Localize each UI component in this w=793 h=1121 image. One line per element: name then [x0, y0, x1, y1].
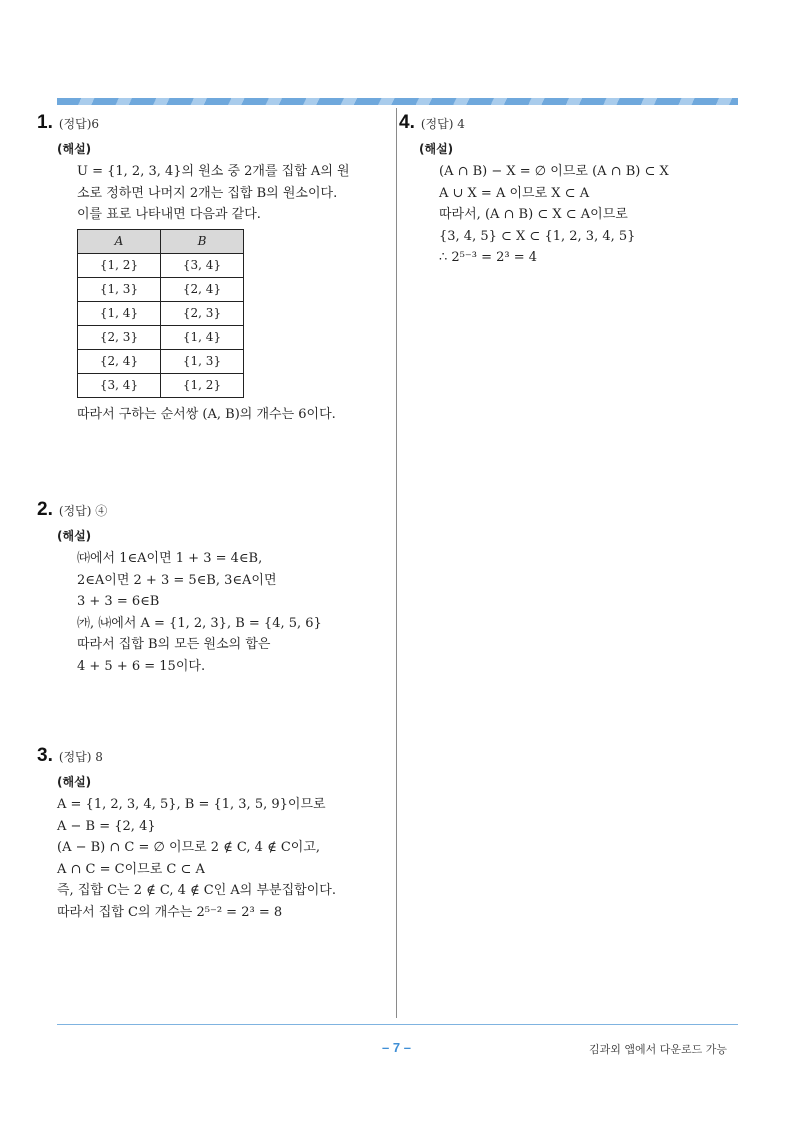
solution-line: ㈐에서 1∈A이면 1 + 3 = 4∈B, — [77, 551, 263, 566]
solution-line: A = {1, 2, 3, 4, 5}, B = {1, 3, 5, 9}이므로 — [57, 797, 326, 812]
table-cell: {2, 3} — [161, 301, 244, 325]
set-pairs-table — [77, 229, 244, 398]
table-row — [78, 373, 244, 397]
problem-3-header — [37, 745, 336, 767]
answer-text: (정답) ④ — [58, 504, 108, 518]
table-cell: {2, 3} — [78, 325, 161, 349]
solution-label: (해설) — [57, 142, 92, 156]
problem-4-header — [399, 112, 669, 134]
problem-4 — [399, 112, 669, 269]
problem-3 — [37, 745, 336, 923]
solution-line: U = {1, 2, 3, 4}의 원소 중 2개를 집합 A의 원 — [77, 164, 350, 179]
table-cell: {3, 4} — [78, 373, 161, 397]
solution-line: (A ∩ B) − X = ∅ 이므로 (A ∩ B) ⊂ X — [439, 164, 669, 179]
solution-line: 소로 정하면 나머지 2개는 집합 B의 원소이다. — [77, 185, 338, 201]
table-cell: {1, 3} — [78, 277, 161, 301]
solution-line: 2∈A이면 2 + 3 = 5∈B, 3∈A이면 — [77, 572, 277, 588]
problem-1-header — [37, 112, 350, 134]
table-cell: {2, 4} — [161, 277, 244, 301]
problem-number: 4. — [399, 112, 415, 133]
solution-line: 4 + 5 + 6 = 15이다. — [77, 658, 206, 674]
solution-line: A ∩ C = C이므로 C ⊂ A — [57, 861, 205, 877]
page-number: – 7 – — [382, 1040, 411, 1055]
solution-line: 3 + 3 = 6∈B — [77, 594, 160, 609]
footer-divider — [57, 1024, 738, 1025]
table-cell: {1, 4} — [78, 301, 161, 325]
solution-line: 따라서 집합 C의 개수는 2⁵⁻² = 2³ = 8 — [57, 904, 283, 920]
problem-number: 1. — [37, 112, 53, 133]
header-decorative-bar — [57, 98, 738, 105]
solution-line: 따라서, (A ∩ B) ⊂ X ⊂ A이므로 — [439, 207, 628, 222]
solution-line: ㈎, ㈏에서 A = {1, 2, 3}, B = {4, 5, 6} — [77, 615, 322, 631]
solution-line: A ∪ X = A 이므로 X ⊂ A — [439, 185, 590, 201]
table-row — [78, 277, 244, 301]
table-row — [78, 325, 244, 349]
table-row — [78, 253, 244, 277]
solution-line: {3, 4, 5} ⊂ X ⊂ {1, 2, 3, 4, 5} — [439, 228, 636, 244]
answer-text: (정답)6 — [58, 117, 100, 131]
solution-label: (해설) — [419, 142, 454, 156]
problem-2-header — [37, 499, 322, 521]
solution-label: (해설) — [57, 775, 92, 789]
footer-download-note: 김과외 앱에서 다운로드 가능 — [588, 1043, 727, 1056]
problem-2 — [37, 499, 322, 677]
table-row — [78, 301, 244, 325]
table-cell: {3, 4} — [161, 253, 244, 277]
solution-line: (A − B) ∩ C = ∅ 이므로 2 ∉ C, 4 ∉ C이고, — [57, 840, 321, 855]
solution-line: ∴ 2⁵⁻³ = 2³ = 4 — [439, 250, 538, 265]
problem-number: 2. — [37, 499, 53, 520]
table-cell: {1, 3} — [161, 349, 244, 373]
table-cell: {1, 2} — [78, 253, 161, 277]
solution-line: 이를 표로 나타내면 다음과 같다. — [77, 207, 261, 222]
table-cell: {2, 4} — [78, 349, 161, 373]
column-header-a: A — [78, 229, 161, 253]
problem-number: 3. — [37, 745, 53, 766]
table-header-row — [78, 229, 244, 253]
column-divider — [396, 108, 397, 1018]
solution-line: 즉, 집합 C는 2 ∉ C, 4 ∉ C인 A의 부분집합이다. — [57, 883, 336, 898]
table-cell: {1, 2} — [161, 373, 244, 397]
table-cell: {1, 4} — [161, 325, 244, 349]
solution-label: (해설) — [57, 529, 92, 543]
solution-line: A − B = {2, 4} — [57, 818, 156, 834]
problem-1 — [37, 112, 350, 425]
solution-line: 따라서 구하는 순서쌍 (A, B)의 개수는 6이다. — [77, 406, 336, 422]
answer-text: (정답) 4 — [420, 117, 465, 131]
solution-line: 따라서 집합 B의 모든 원소의 합은 — [77, 637, 271, 652]
table-row — [78, 349, 244, 373]
column-header-b: B — [161, 229, 244, 253]
answer-text: (정답) 8 — [58, 750, 103, 764]
